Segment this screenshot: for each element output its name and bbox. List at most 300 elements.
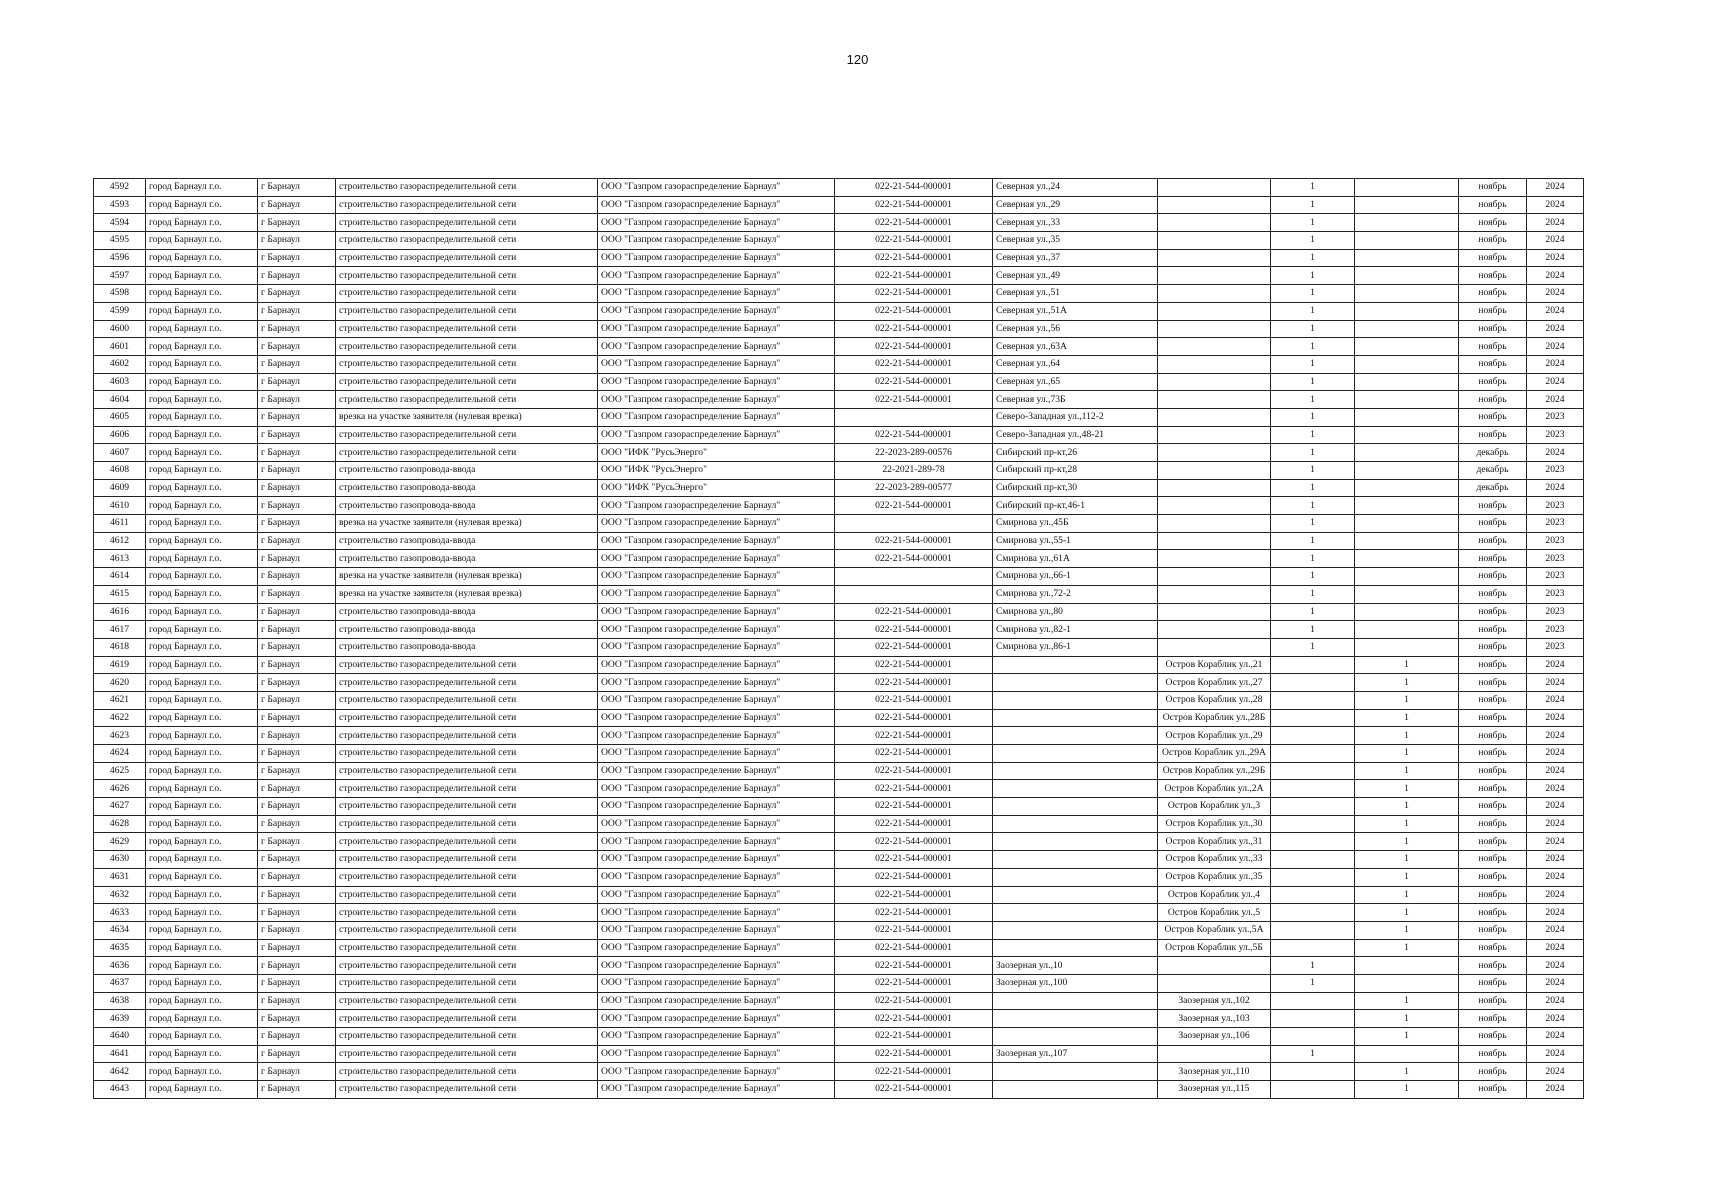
organization-cell: ООО "Газпром газораспределение Барнаул" (598, 196, 835, 214)
organization-cell: ООО "Газпром газораспределение Барнаул" (598, 302, 835, 320)
address-cell: Северо-Западная ул.,112-2 (993, 408, 1158, 426)
address-cell (993, 656, 1158, 674)
address-alt-cell (1158, 408, 1271, 426)
locality-cell: г Барнаул (258, 532, 336, 550)
year-cell: 2024 (1527, 196, 1584, 214)
locality-cell: г Барнаул (258, 196, 336, 214)
request-number-cell: 022-21-544-000001 (835, 391, 993, 409)
request-number-cell: 022-21-544-000001 (835, 798, 993, 816)
work-type-cell: строительство газораспределительной сети (336, 232, 598, 250)
locality-cell: г Барнаул (258, 868, 336, 886)
quantity-alt-cell: 1 (1355, 921, 1459, 939)
row-number-cell: 4642 (94, 1063, 146, 1081)
organization-cell: ООО "Газпром газораспределение Барнаул" (598, 815, 835, 833)
quantity-alt-cell: 1 (1355, 709, 1459, 727)
row-number-cell: 4620 (94, 674, 146, 692)
request-number-cell: 022-21-544-000001 (835, 285, 993, 303)
address-cell: Сибирский пр-кт,46-1 (993, 497, 1158, 515)
organization-cell: ООО "Газпром газораспределение Барнаул" (598, 532, 835, 550)
table-row (94, 939, 1584, 957)
address-cell: Северная ул.,37 (993, 249, 1158, 267)
month-cell: декабрь (1459, 462, 1527, 480)
table-row (94, 338, 1584, 356)
address-alt-cell (1158, 568, 1271, 586)
year-cell: 2023 (1527, 408, 1584, 426)
municipality-cell: город Барнаул г.о. (146, 497, 258, 515)
quantity-alt-cell: 1 (1355, 798, 1459, 816)
table-row (94, 780, 1584, 798)
quantity-alt-cell (1355, 585, 1459, 603)
row-number-cell: 4640 (94, 1028, 146, 1046)
work-type-cell: строительство газораспределительной сети (336, 267, 598, 285)
quantity-cell: 1 (1271, 585, 1355, 603)
quantity-cell: 1 (1271, 232, 1355, 250)
municipality-cell: город Барнаул г.о. (146, 745, 258, 763)
address-alt-cell (1158, 249, 1271, 267)
row-number-cell: 4615 (94, 585, 146, 603)
table-row (94, 868, 1584, 886)
address-alt-cell (1158, 1045, 1271, 1063)
request-number-cell: 022-21-544-000001 (835, 249, 993, 267)
quantity-cell: 1 (1271, 408, 1355, 426)
quantity-cell: 1 (1271, 391, 1355, 409)
quantity-cell (1271, 904, 1355, 922)
row-number-cell: 4624 (94, 745, 146, 763)
year-cell: 2024 (1527, 851, 1584, 869)
row-number-cell: 4628 (94, 815, 146, 833)
table-row (94, 515, 1584, 533)
organization-cell: ООО "Газпром газораспределение Барнаул" (598, 974, 835, 992)
municipality-cell: город Барнаул г.о. (146, 338, 258, 356)
work-type-cell: строительство газопровода-ввода (336, 532, 598, 550)
address-alt-cell (1158, 373, 1271, 391)
month-cell: ноябрь (1459, 780, 1527, 798)
request-number-cell: 022-21-544-000001 (835, 232, 993, 250)
address-cell (993, 762, 1158, 780)
row-number-cell: 4623 (94, 727, 146, 745)
quantity-alt-cell (1355, 302, 1459, 320)
year-cell: 2024 (1527, 179, 1584, 197)
quantity-alt-cell: 1 (1355, 851, 1459, 869)
address-cell: Сибирский пр-кт,28 (993, 462, 1158, 480)
quantity-cell: 1 (1271, 444, 1355, 462)
row-number-cell: 4619 (94, 656, 146, 674)
municipality-cell: город Барнаул г.о. (146, 762, 258, 780)
municipality-cell: город Барнаул г.о. (146, 638, 258, 656)
locality-cell: г Барнаул (258, 232, 336, 250)
locality-cell: г Барнаул (258, 674, 336, 692)
address-alt-cell: Остров Кораблик ул.,21 (1158, 656, 1271, 674)
locality-cell: г Барнаул (258, 833, 336, 851)
address-alt-cell (1158, 957, 1271, 975)
request-number-cell: 022-21-544-000001 (835, 762, 993, 780)
work-type-cell: строительство газораспределительной сети (336, 1010, 598, 1028)
year-cell: 2023 (1527, 515, 1584, 533)
address-alt-cell (1158, 603, 1271, 621)
locality-cell: г Барнаул (258, 727, 336, 745)
quantity-cell: 1 (1271, 355, 1355, 373)
work-type-cell: строительство газораспределительной сети (336, 904, 598, 922)
request-number-cell: 022-21-544-000001 (835, 214, 993, 232)
quantity-alt-cell: 1 (1355, 815, 1459, 833)
quantity-alt-cell: 1 (1355, 727, 1459, 745)
year-cell: 2024 (1527, 886, 1584, 904)
address-alt-cell (1158, 550, 1271, 568)
municipality-cell: город Барнаул г.о. (146, 462, 258, 480)
quantity-alt-cell (1355, 515, 1459, 533)
year-cell: 2023 (1527, 462, 1584, 480)
work-type-cell: строительство газопровода-ввода (336, 550, 598, 568)
quantity-alt-cell: 1 (1355, 904, 1459, 922)
municipality-cell: город Барнаул г.о. (146, 1028, 258, 1046)
row-number-cell: 4595 (94, 232, 146, 250)
address-alt-cell: Остров Кораблик ул.,35 (1158, 868, 1271, 886)
work-type-cell: строительство газораспределительной сети (336, 373, 598, 391)
quantity-alt-cell (1355, 479, 1459, 497)
year-cell: 2024 (1527, 338, 1584, 356)
year-cell: 2024 (1527, 921, 1584, 939)
quantity-cell: 1 (1271, 214, 1355, 232)
request-number-cell: 022-21-544-000001 (835, 691, 993, 709)
request-number-cell: 022-21-544-000001 (835, 1028, 993, 1046)
quantity-alt-cell (1355, 196, 1459, 214)
address-cell (993, 851, 1158, 869)
year-cell: 2023 (1527, 426, 1584, 444)
request-number-cell: 022-21-544-000001 (835, 355, 993, 373)
address-alt-cell (1158, 462, 1271, 480)
address-cell: Смирнова ул.,45Б (993, 515, 1158, 533)
organization-cell: ООО "Газпром газораспределение Барнаул" (598, 691, 835, 709)
organization-cell: ООО "Газпром газораспределение Барнаул" (598, 568, 835, 586)
month-cell: ноябрь (1459, 302, 1527, 320)
quantity-alt-cell: 1 (1355, 939, 1459, 957)
municipality-cell: город Барнаул г.о. (146, 656, 258, 674)
address-alt-cell: Остров Кораблик ул.,28 (1158, 691, 1271, 709)
address-cell (993, 1010, 1158, 1028)
quantity-alt-cell: 1 (1355, 886, 1459, 904)
row-number-cell: 4641 (94, 1045, 146, 1063)
month-cell: ноябрь (1459, 196, 1527, 214)
quantity-alt-cell (1355, 355, 1459, 373)
gasification-register-table (93, 178, 1584, 1099)
locality-cell: г Барнаул (258, 338, 336, 356)
month-cell: ноябрь (1459, 762, 1527, 780)
quantity-cell: 1 (1271, 497, 1355, 515)
address-cell (993, 921, 1158, 939)
year-cell: 2023 (1527, 621, 1584, 639)
request-number-cell: 022-21-544-000001 (835, 373, 993, 391)
quantity-cell (1271, 709, 1355, 727)
request-number-cell: 022-21-544-000001 (835, 921, 993, 939)
municipality-cell: город Барнаул г.о. (146, 780, 258, 798)
municipality-cell: город Барнаул г.о. (146, 479, 258, 497)
row-number-cell: 4596 (94, 249, 146, 267)
work-type-cell: строительство газораспределительной сети (336, 992, 598, 1010)
work-type-cell: строительство газораспределительной сети (336, 444, 598, 462)
month-cell: ноябрь (1459, 974, 1527, 992)
organization-cell: ООО "Газпром газораспределение Барнаул" (598, 249, 835, 267)
request-number-cell: 022-21-544-000001 (835, 1063, 993, 1081)
quantity-cell: 1 (1271, 320, 1355, 338)
quantity-cell (1271, 798, 1355, 816)
month-cell: ноябрь (1459, 515, 1527, 533)
locality-cell: г Барнаул (258, 992, 336, 1010)
request-number-cell: 022-21-544-000001 (835, 532, 993, 550)
address-cell: Смирнова ул.,80 (993, 603, 1158, 621)
municipality-cell: город Барнаул г.о. (146, 921, 258, 939)
organization-cell: ООО "Газпром газораспределение Барнаул" (598, 674, 835, 692)
request-number-cell: 022-21-544-000001 (835, 302, 993, 320)
municipality-cell: город Барнаул г.о. (146, 727, 258, 745)
request-number-cell: 022-21-544-000001 (835, 851, 993, 869)
address-alt-cell: Остров Кораблик ул.,29А (1158, 745, 1271, 763)
month-cell: ноябрь (1459, 355, 1527, 373)
month-cell: ноябрь (1459, 745, 1527, 763)
month-cell: ноябрь (1459, 1010, 1527, 1028)
quantity-cell (1271, 1028, 1355, 1046)
organization-cell: ООО "Газпром газораспределение Барнаул" (598, 886, 835, 904)
quantity-cell (1271, 868, 1355, 886)
address-cell: Смирнова ул.,55-1 (993, 532, 1158, 550)
address-alt-cell (1158, 232, 1271, 250)
request-number-cell: 022-21-544-000001 (835, 603, 993, 621)
table-row (94, 444, 1584, 462)
municipality-cell: город Барнаул г.о. (146, 974, 258, 992)
work-type-cell: строительство газораспределительной сети (336, 921, 598, 939)
work-type-cell: строительство газораспределительной сети (336, 1045, 598, 1063)
address-cell (993, 833, 1158, 851)
year-cell: 2024 (1527, 479, 1584, 497)
locality-cell: г Барнаул (258, 886, 336, 904)
address-alt-cell (1158, 974, 1271, 992)
municipality-cell: город Барнаул г.о. (146, 302, 258, 320)
request-number-cell: 022-21-544-000001 (835, 196, 993, 214)
municipality-cell: город Барнаул г.о. (146, 196, 258, 214)
organization-cell: ООО "Газпром газораспределение Барнаул" (598, 992, 835, 1010)
month-cell: ноябрь (1459, 214, 1527, 232)
organization-cell: ООО "Газпром газораспределение Барнаул" (598, 1010, 835, 1028)
year-cell: 2024 (1527, 904, 1584, 922)
address-cell: Северная ул.,35 (993, 232, 1158, 250)
month-cell: ноябрь (1459, 868, 1527, 886)
month-cell: ноябрь (1459, 320, 1527, 338)
quantity-alt-cell: 1 (1355, 992, 1459, 1010)
table-row (94, 302, 1584, 320)
request-number-cell: 022-21-544-000001 (835, 939, 993, 957)
row-number-cell: 4616 (94, 603, 146, 621)
month-cell: ноябрь (1459, 904, 1527, 922)
quantity-cell (1271, 1010, 1355, 1028)
locality-cell: г Барнаул (258, 603, 336, 621)
organization-cell: ООО "Газпром газораспределение Барнаул" (598, 426, 835, 444)
locality-cell: г Барнаул (258, 249, 336, 267)
quantity-cell: 1 (1271, 196, 1355, 214)
row-number-cell: 4593 (94, 196, 146, 214)
quantity-cell: 1 (1271, 338, 1355, 356)
month-cell: декабрь (1459, 479, 1527, 497)
locality-cell: г Барнаул (258, 1063, 336, 1081)
quantity-alt-cell (1355, 532, 1459, 550)
row-number-cell: 4601 (94, 338, 146, 356)
address-alt-cell: Заозерная ул.,115 (1158, 1081, 1271, 1099)
row-number-cell: 4609 (94, 479, 146, 497)
locality-cell: г Барнаул (258, 444, 336, 462)
address-alt-cell (1158, 179, 1271, 197)
row-number-cell: 4618 (94, 638, 146, 656)
address-cell (993, 745, 1158, 763)
address-alt-cell: Остров Кораблик ул.,33 (1158, 851, 1271, 869)
table-row (94, 1063, 1584, 1081)
year-cell: 2024 (1527, 249, 1584, 267)
month-cell: ноябрь (1459, 232, 1527, 250)
address-cell: Северо-Западная ул.,48-21 (993, 426, 1158, 444)
row-number-cell: 4634 (94, 921, 146, 939)
address-alt-cell: Остров Кораблик ул.,4 (1158, 886, 1271, 904)
organization-cell: ООО "Газпром газораспределение Барнаул" (598, 497, 835, 515)
organization-cell: ООО "ИФК "РусьЭнерго" (598, 479, 835, 497)
address-cell (993, 904, 1158, 922)
organization-cell: ООО "Газпром газораспределение Барнаул" (598, 1028, 835, 1046)
table-row (94, 355, 1584, 373)
month-cell: ноябрь (1459, 621, 1527, 639)
work-type-cell: строительство газораспределительной сети (336, 196, 598, 214)
municipality-cell: город Барнаул г.о. (146, 249, 258, 267)
quantity-cell: 1 (1271, 974, 1355, 992)
table-row (94, 585, 1584, 603)
year-cell: 2024 (1527, 833, 1584, 851)
month-cell: ноябрь (1459, 285, 1527, 303)
request-number-cell: 022-21-544-000001 (835, 267, 993, 285)
row-number-cell: 4621 (94, 691, 146, 709)
year-cell: 2024 (1527, 815, 1584, 833)
municipality-cell: город Барнаул г.о. (146, 585, 258, 603)
request-number-cell: 022-21-544-000001 (835, 709, 993, 727)
work-type-cell: строительство газопровода-ввода (336, 603, 598, 621)
request-number-cell: 022-21-544-000001 (835, 497, 993, 515)
quantity-alt-cell (1355, 249, 1459, 267)
month-cell: ноябрь (1459, 338, 1527, 356)
organization-cell: ООО "Газпром газораспределение Барнаул" (598, 320, 835, 338)
work-type-cell: строительство газораспределительной сети (336, 285, 598, 303)
municipality-cell: город Барнаул г.о. (146, 179, 258, 197)
locality-cell: г Барнаул (258, 302, 336, 320)
address-cell: Северная ул.,56 (993, 320, 1158, 338)
organization-cell: ООО "Газпром газораспределение Барнаул" (598, 585, 835, 603)
quantity-alt-cell (1355, 338, 1459, 356)
address-alt-cell: Заозерная ул.,106 (1158, 1028, 1271, 1046)
quantity-cell: 1 (1271, 532, 1355, 550)
year-cell: 2024 (1527, 798, 1584, 816)
table-row (94, 568, 1584, 586)
address-cell (993, 727, 1158, 745)
table-row (94, 886, 1584, 904)
year-cell: 2023 (1527, 550, 1584, 568)
table-row (94, 691, 1584, 709)
quantity-alt-cell (1355, 638, 1459, 656)
month-cell: ноябрь (1459, 179, 1527, 197)
row-number-cell: 4600 (94, 320, 146, 338)
work-type-cell: строительство газораспределительной сети (336, 302, 598, 320)
work-type-cell: врезка на участке заявителя (нулевая врезка) (336, 585, 598, 603)
organization-cell: ООО "Газпром газораспределение Барнаул" (598, 798, 835, 816)
quantity-cell: 1 (1271, 957, 1355, 975)
organization-cell: ООО "Газпром газораспределение Барнаул" (598, 921, 835, 939)
year-cell: 2024 (1527, 939, 1584, 957)
organization-cell: ООО "Газпром газораспределение Барнаул" (598, 868, 835, 886)
month-cell: ноябрь (1459, 921, 1527, 939)
municipality-cell: город Барнаул г.о. (146, 355, 258, 373)
municipality-cell: город Барнаул г.о. (146, 815, 258, 833)
quantity-alt-cell (1355, 320, 1459, 338)
work-type-cell: строительство газораспределительной сети (336, 214, 598, 232)
work-type-cell: врезка на участке заявителя (нулевая врезка) (336, 408, 598, 426)
work-type-cell: врезка на участке заявителя (нулевая врезка) (336, 568, 598, 586)
request-number-cell (835, 515, 993, 533)
request-number-cell: 022-21-544-000001 (835, 1045, 993, 1063)
address-cell: Смирнова ул.,66-1 (993, 568, 1158, 586)
table-row (94, 462, 1584, 480)
year-cell: 2024 (1527, 868, 1584, 886)
quantity-cell: 1 (1271, 603, 1355, 621)
locality-cell: г Барнаул (258, 691, 336, 709)
quantity-cell (1271, 727, 1355, 745)
row-number-cell: 4622 (94, 709, 146, 727)
row-number-cell: 4633 (94, 904, 146, 922)
organization-cell: ООО "Газпром газораспределение Барнаул" (598, 408, 835, 426)
table-row (94, 267, 1584, 285)
quantity-alt-cell: 1 (1355, 745, 1459, 763)
municipality-cell: город Барнаул г.о. (146, 868, 258, 886)
quantity-alt-cell (1355, 568, 1459, 586)
work-type-cell: строительство газопровода-ввода (336, 479, 598, 497)
request-number-cell (835, 408, 993, 426)
request-number-cell: 022-21-544-000001 (835, 815, 993, 833)
quantity-alt-cell (1355, 391, 1459, 409)
year-cell: 2024 (1527, 320, 1584, 338)
address-alt-cell (1158, 320, 1271, 338)
quantity-cell: 1 (1271, 426, 1355, 444)
organization-cell: ООО "Газпром газораспределение Барнаул" (598, 1081, 835, 1099)
row-number-cell: 4638 (94, 992, 146, 1010)
year-cell: 2024 (1527, 355, 1584, 373)
table-row (94, 851, 1584, 869)
work-type-cell: строительство газораспределительной сети (336, 780, 598, 798)
locality-cell: г Барнаул (258, 515, 336, 533)
municipality-cell: город Барнаул г.о. (146, 267, 258, 285)
request-number-cell: 022-21-544-000001 (835, 957, 993, 975)
quantity-cell: 1 (1271, 568, 1355, 586)
row-number-cell: 4631 (94, 868, 146, 886)
municipality-cell: город Барнаул г.о. (146, 408, 258, 426)
table-row (94, 674, 1584, 692)
organization-cell: ООО "Газпром газораспределение Барнаул" (598, 904, 835, 922)
quantity-cell: 1 (1271, 285, 1355, 303)
request-number-cell: 022-21-544-000001 (835, 868, 993, 886)
row-number-cell: 4637 (94, 974, 146, 992)
quantity-cell (1271, 939, 1355, 957)
work-type-cell: строительство газораспределительной сети (336, 939, 598, 957)
address-cell (993, 868, 1158, 886)
table-row (94, 249, 1584, 267)
quantity-alt-cell (1355, 462, 1459, 480)
table-row (94, 709, 1584, 727)
quantity-alt-cell (1355, 497, 1459, 515)
locality-cell: г Барнаул (258, 974, 336, 992)
locality-cell: г Барнаул (258, 1081, 336, 1099)
address-cell (993, 1063, 1158, 1081)
quantity-alt-cell: 1 (1355, 656, 1459, 674)
row-number-cell: 4606 (94, 426, 146, 444)
